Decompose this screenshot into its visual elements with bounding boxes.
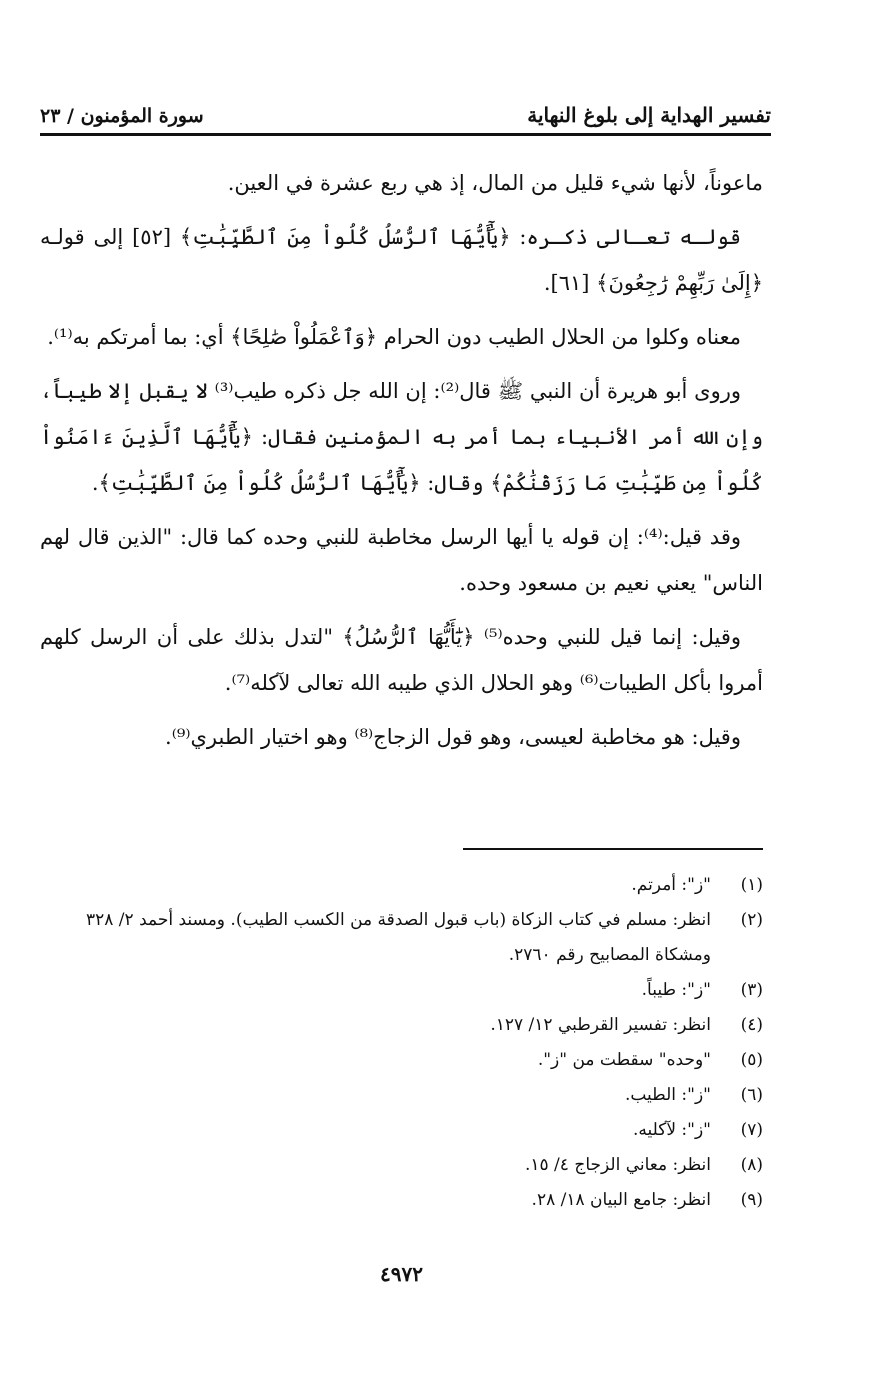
footnote xyxy=(40,1183,763,1218)
footnote xyxy=(40,973,763,1008)
paragraph: وقد قيل:⁽⁴⁾: إن قوله يا أيها الرسل مخاطبة للنبي وحده كما قال: "الذين قال لهم الناس" يعني نعيم بن مسعود وحده. xyxy=(40,525,763,595)
footnote-number: (٣) xyxy=(740,980,763,1000)
footnote xyxy=(40,903,763,973)
footnote-text: "وحده" سقطت من "ز". xyxy=(537,1050,711,1070)
footnote-number: (٥) xyxy=(740,1050,763,1070)
footnote-number: (٤) xyxy=(740,1015,763,1035)
footnote-number: (١) xyxy=(740,875,763,895)
footnote-number: (٢) xyxy=(740,910,763,930)
footnote-text: "ز": الطيب. xyxy=(624,1085,711,1105)
paragraph: ماعوناً، لأنها شيء قليل من المال، إذ هي ربع عشرة في العين. xyxy=(227,171,763,195)
footnote xyxy=(40,1078,763,1113)
footnote-number: (٦) xyxy=(740,1085,763,1105)
footnote xyxy=(40,1008,763,1043)
footnote-text: انظر: تفسير القرطبي ١٢/ ١٢٧. xyxy=(490,1015,711,1035)
paragraph: معناه وكلوا من الحلال الطيب دون الحرام ﴿وَٱعْمَلُواْ صَٰلِحًا﴾ أي: بما أمرتكم به⁽¹⁾. xyxy=(47,325,741,349)
footnote xyxy=(40,1148,763,1183)
footnote-text: انظر: مسلم في كتاب الزكاة (باب قبول الصدقة من الكسب الطيب). ومسند أحمد ٢/ ٣٢٨ ومشكاة المصابيح رقم ٢٧٦٠. xyxy=(86,910,711,965)
paragraph: وقيل: هو مخاطبة لعيسى، وهو قول الزجاج⁽⁸⁾ وهو اختيار الطبري⁽⁹⁾. xyxy=(165,725,741,749)
footnote-text: انظر: جامع البيان ١٨/ ٢٨. xyxy=(531,1190,711,1210)
paragraph: قولـه تعـالى ذكـره: ﴿يَٰٓأَيُّهَا ٱلرُّسُلُ كُلُواْ مِنَ ٱلطَّيِّبَٰتِ﴾ [٥٢] إلى قولـه ﴿إِلَىٰ رَبِّهِمْ رَٰجِعُونَ﴾ [٦١]. xyxy=(40,225,763,295)
page-number: ٤٩٧٢ xyxy=(380,1262,423,1286)
footnote-number: (٧) xyxy=(740,1120,763,1140)
footnote-text: انظر: معاني الزجاج ٤/ ١٥. xyxy=(524,1155,711,1175)
footnote xyxy=(40,1043,763,1078)
page-header xyxy=(40,96,771,136)
footnote xyxy=(40,868,763,903)
book-title: تفسير الهداية إلى بلوغ النهاية xyxy=(527,103,771,127)
footnote xyxy=(40,1113,763,1148)
footnote-divider xyxy=(463,848,763,850)
footnote-text: "ز": أمرتم. xyxy=(631,875,711,895)
paragraph: وقيل: إنما قيل للنبي وحده⁽⁵⁾ ﴿يَٰٓأَيُّهَا ٱلرُّسُلُ﴾ "لتدل بذلك على أن الرسل كلهم أمروا بأكل الطيبات⁽⁶⁾ وهو الحلال الذي طيبه الله تعالى لآكله⁽⁷⁾. xyxy=(40,625,763,695)
main-text xyxy=(40,160,763,768)
surah-label: سورة المؤمنون / ٢٣ xyxy=(40,105,204,127)
footnote-number: (٩) xyxy=(740,1190,763,1210)
paragraph: وروى أبو هريرة أن النبي ﷺ قال⁽²⁾: إن الله جل ذكره طيب⁽³⁾ لا يقبل إلا طيباً، وإن الله أمر الأنبياء بما أمر به المؤمنين فقال: ﴿يَٰٓأَيُّهَا ٱلَّذِينَ ءَامَنُواْ كُلُواْ مِن طَيِّبَٰتِ مَا رَزَقْنَٰكُمْ﴾ وقال: ﴿يَٰٓأَيُّهَا ٱلرُّسُلُ كُلُواْ مِنَ ٱلطَّيِّبَٰتِ﴾. xyxy=(40,379,763,495)
footnote-text: "ز": لآكليه. xyxy=(632,1120,711,1140)
footnotes xyxy=(40,868,763,1218)
footnote-number: (٨) xyxy=(740,1155,763,1175)
footnote-text: "ز": طيباً. xyxy=(641,980,711,1000)
